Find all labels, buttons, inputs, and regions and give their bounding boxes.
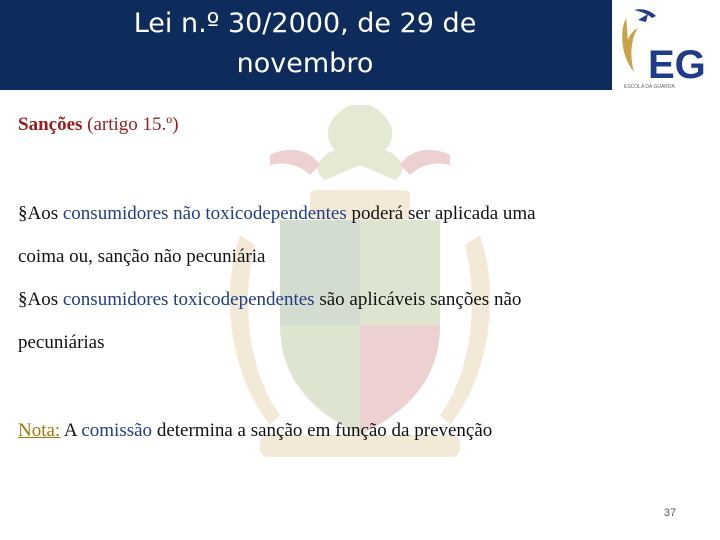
slide-header	[0, 0, 610, 90]
bullet-2-pre: Aos	[27, 289, 63, 310]
crest-watermark-icon	[200, 95, 520, 475]
bullet-2-line-1	[18, 289, 521, 311]
note-label: Nota:	[18, 420, 61, 441]
bullet-2-post: são aplicáveis sanções não	[314, 289, 522, 310]
school-logo	[610, 0, 720, 90]
slide-title-line-2: novembro	[236, 48, 374, 79]
section-heading	[18, 114, 179, 136]
heading-bold: Sanções	[18, 114, 83, 135]
bullet-symbol: §	[18, 203, 28, 224]
note-term: comissão	[81, 420, 153, 441]
bullet-1-pre: Aos	[27, 203, 63, 224]
eg-logo-icon	[612, 0, 720, 90]
note-article: A	[60, 420, 82, 441]
logo-subtitle: ESCOLA DA GUARDA	[624, 84, 675, 90]
page-number: 37	[663, 507, 677, 519]
note-rest: determina a sanção em função da prevenção	[152, 420, 493, 441]
bullet-symbol: §	[18, 289, 28, 310]
bullet-1-term: consumidores não toxicodependentes	[62, 203, 347, 224]
logo-letters: EG	[648, 43, 706, 87]
bullet-1-line-2: coima ou, sanção não pecuniária	[18, 246, 266, 267]
note-line	[18, 420, 492, 442]
bullet-2-line-2: pecuniárias	[18, 332, 105, 353]
slide-title	[0, 4, 610, 84]
heading-article: (artigo 15.º)	[82, 114, 179, 135]
bullet-1-post: poderá ser aplicada uma	[346, 203, 536, 224]
bullet-2-term: consumidores toxicodependentes	[62, 289, 315, 310]
slide-title-line-1: Lei n.º 30/2000, de 29 de	[133, 8, 477, 39]
bullet-1-line-1	[18, 203, 536, 225]
